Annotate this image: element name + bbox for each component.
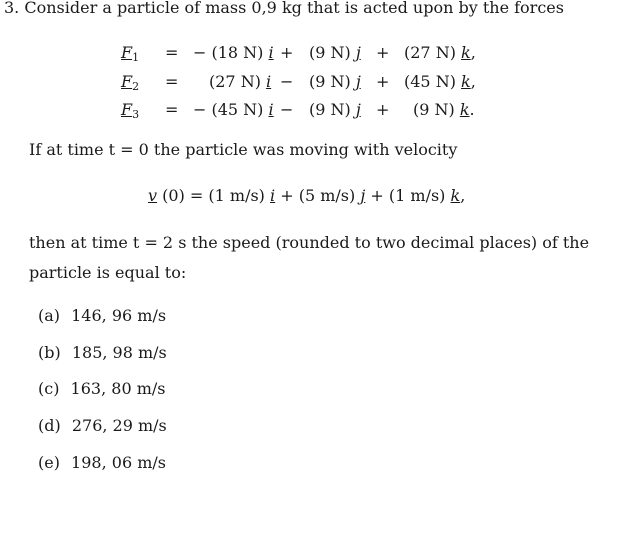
problem-header	[4, 0, 564, 17]
problem-number: 3.	[4, 0, 20, 17]
option-a[interactable]: (a) 146, 96 m/s	[38, 306, 167, 325]
z-component: (27 N) k,	[404, 43, 476, 62]
z-component: (45 N) k,	[404, 72, 476, 91]
equals-sign: =	[165, 43, 179, 62]
x-component: (27 N) i	[209, 72, 272, 91]
x-component: − (18 N) i	[193, 43, 274, 62]
y-component: (9 N) j	[309, 43, 361, 62]
x-component: − (45 N) i	[193, 100, 274, 119]
option-d[interactable]: (d) 276, 29 m/s	[38, 416, 167, 435]
velocity-intro: If at time t = 0 the particle was moving with velocity	[29, 140, 458, 159]
y-component: (9 N) j	[309, 100, 361, 119]
option-c[interactable]: (c) 163, 80 m/s	[38, 379, 166, 398]
force-symbol: $F_1$	[121, 43, 140, 64]
z-component: (9 N) k.	[413, 100, 475, 119]
operator: +	[280, 43, 294, 62]
option-e[interactable]: (e) 198, 06 m/s	[38, 453, 166, 472]
equals-sign: =	[165, 72, 179, 91]
question-line-1: then at time t = 2 s the speed (rounded to two decimal places) of the	[29, 233, 590, 252]
force-symbol: $F_2$	[121, 72, 140, 93]
question-line-2: particle is equal to:	[29, 263, 187, 282]
equals-sign: =	[165, 100, 179, 119]
y-component: (9 N) j	[309, 72, 361, 91]
operator: −	[280, 72, 294, 91]
option-b[interactable]: (b) 185, 98 m/s	[38, 343, 167, 362]
operator: +	[376, 100, 390, 119]
operator: +	[376, 72, 390, 91]
operator: +	[376, 43, 390, 62]
problem-intro: Consider a particle of mass 0,9 kg that is acted upon by the forces	[24, 0, 564, 17]
operator: −	[280, 100, 294, 119]
force-symbol: $F_3$	[121, 100, 140, 121]
velocity-equation: v (0) = (1 m/s) i + (5 m/s) j + (1 m/s) k,	[148, 186, 466, 205]
